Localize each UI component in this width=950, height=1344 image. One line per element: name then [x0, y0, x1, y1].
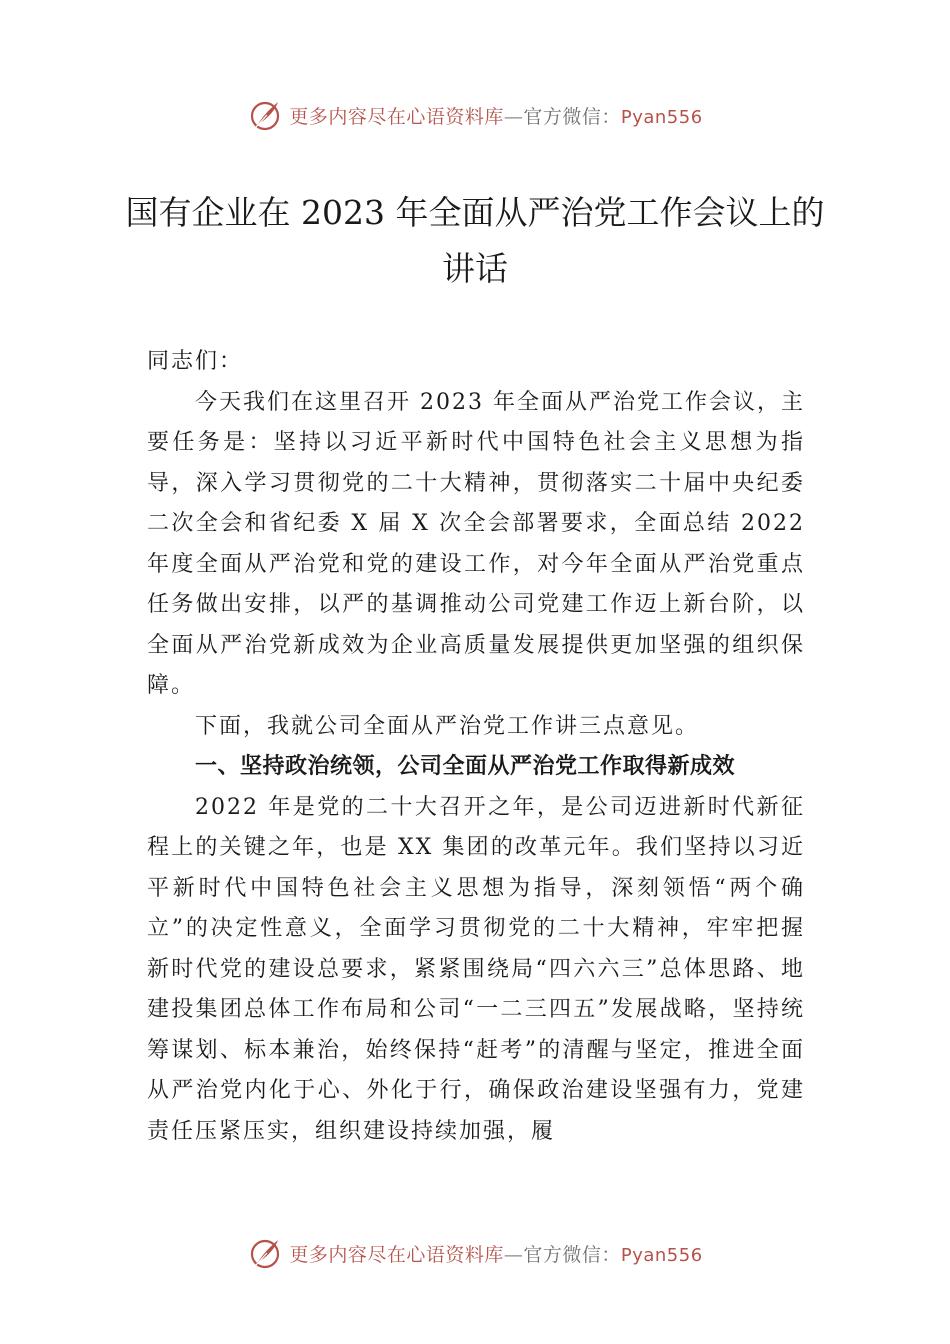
watermark-brand: 更多内容尽在心语资料库 — [289, 105, 504, 128]
feather-pen-logo-icon — [247, 97, 283, 133]
outline-paragraph: 下面，我就公司全面从严治党工作讲三点意见。 — [195, 713, 700, 739]
watermark-wechat-id: Pyan556 — [620, 106, 703, 128]
section-heading: 一、坚持政治统领，公司全面从严治党工作取得新成效 — [195, 754, 736, 779]
salutation: 同志们： — [147, 349, 244, 374]
watermark-wechat-label: 官方微信： — [523, 1243, 621, 1266]
watermark-brand: 更多内容尽在心语资料库 — [289, 1243, 504, 1266]
document-title: 国有企业在 2023 年全面从严治党工作会议上的讲话 — [125, 193, 825, 288]
document-body — [147, 342, 805, 1152]
watermark-text — [289, 1240, 702, 1267]
watermark-text — [289, 102, 702, 129]
feather-pen-logo-icon — [247, 1235, 283, 1271]
watermark-wechat-label: 官方微信： — [523, 105, 621, 128]
watermark-separator: — — [503, 1243, 524, 1266]
section-paragraph: 2022 年是党的二十大召开之年，是公司迈进新时代新征程上的关键之年，也是 XX 集团的改革元年。我们坚持以习近平新时代中国特色社会主义思想为指导，深刻领悟“两个确立”的决定性意义，全面学习贯彻党的二十大精神，牢牢把握新时代党的建设总要求，紧紧围绕局“四六六三”总体思路、地建投集团总体工作布局和公司“一二三四五”发展战略，坚持统筹谋划、标本兼治，始终保持“赶考”的清醒与坚定，推进全面从严治党内化于心、外化于行，确保政治建设坚强有力，党建责任压紧压实，组织建设持续加强，履 — [147, 794, 805, 1144]
watermark-wechat-id: Pyan556 — [620, 1244, 703, 1266]
footer-watermark — [0, 1233, 950, 1273]
intro-paragraph: 今天我们在这里召开 2023 年全面从严治党工作会议，主要任务是：坚持以习近平新时代中国特色社会主义思想为指导，深入学习贯彻党的二十大精神，贯彻落实二十届中央纪委二次全会和省纪委 X 届 X 次全会部署要求，全面总结 2022 年度全面从严治党和党的建设工作，对今年全面从严治党重点任务做出安排，以严的基调推动公司党建工作迈上新台阶，以全面从严治党新成效为企业高质量发展提供更加坚强的组织保障。 — [147, 389, 805, 698]
header-watermark — [0, 95, 950, 135]
watermark-separator: — — [503, 105, 524, 128]
